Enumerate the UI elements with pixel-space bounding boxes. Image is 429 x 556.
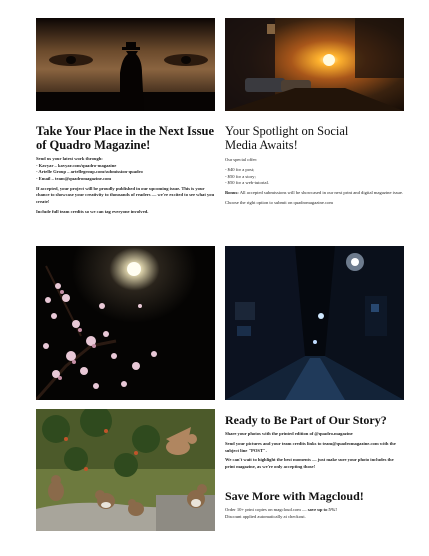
photo-night-alley [225, 246, 404, 400]
magcloud-order: Order 10+ print copies on magcloud.com — [225, 507, 307, 512]
magcloud-discount: Discount applied automatically at checkout. [225, 513, 306, 519]
bonus-text: All accepted submissions will be showcased in our next print and digital magazine issue. [239, 190, 404, 195]
offer-label: Our special offer: [225, 157, 258, 162]
magcloud-heading: Save More with Magcloud! [225, 489, 364, 503]
offer-post: - $40 for a post; [225, 166, 255, 172]
channel-email[interactable]: - Email – team@quadromagazine.com [36, 175, 112, 181]
right-heading: Your Spotlight on Social Media Awaits! [225, 124, 349, 152]
offer-list [225, 167, 405, 187]
magcloud-line [225, 507, 405, 520]
send-line: Send us your latest work through: [36, 156, 103, 161]
left-paragraph: If accepted, your project will be proudly published in our upcoming issue. This is your chance to showcase your creativity to thousands of readers — we're excited to see what you create! [36, 185, 215, 205]
left-body [36, 156, 216, 219]
story-p1: Share your photos with the printed edition of @quadro.magazine [225, 431, 353, 436]
bonus-paragraph [225, 190, 405, 197]
offer-tutorial: - $50 for a web-tutorial. [225, 180, 270, 186]
story-p3: We can't wait to highlight the best moments — just make sure your photo includes the print magazine, as we're only accepting those! [225, 457, 394, 469]
right-body [225, 157, 405, 210]
channel-artelle[interactable]: - Artelle Group – artellegroup.com/submission-quadro [36, 169, 143, 175]
magcloud-save: save up to 5%! [307, 507, 337, 512]
photo-street-sunset [225, 18, 404, 111]
photo-figure-face [36, 18, 215, 111]
photo-sparrows [36, 409, 215, 531]
credits-note: Include full team credits so we can tag everyone involved. [36, 208, 149, 214]
left-heading: Take Your Place in the Next Issue of Quadro Magazine! [36, 124, 215, 152]
magcloud-body [225, 507, 405, 524]
channel-list [36, 163, 216, 183]
story-heading: Ready to Be Part of Our Story? [225, 413, 387, 427]
offer-story: - $50 for a story; [225, 173, 256, 179]
photo-blossom-moon [36, 246, 215, 400]
story-p2: Send your pictures and your team credits links to team@quadromagazine.com with the subject line "POST". [225, 440, 396, 453]
choose-line[interactable]: Choose the right option to submit on quadromagazine.com [225, 199, 333, 205]
channel-kavyar[interactable]: - Kavyar – kavyar.com/quadro-magazine [36, 162, 117, 168]
story-body [225, 431, 401, 474]
bonus-label: Bonus: [225, 190, 239, 195]
